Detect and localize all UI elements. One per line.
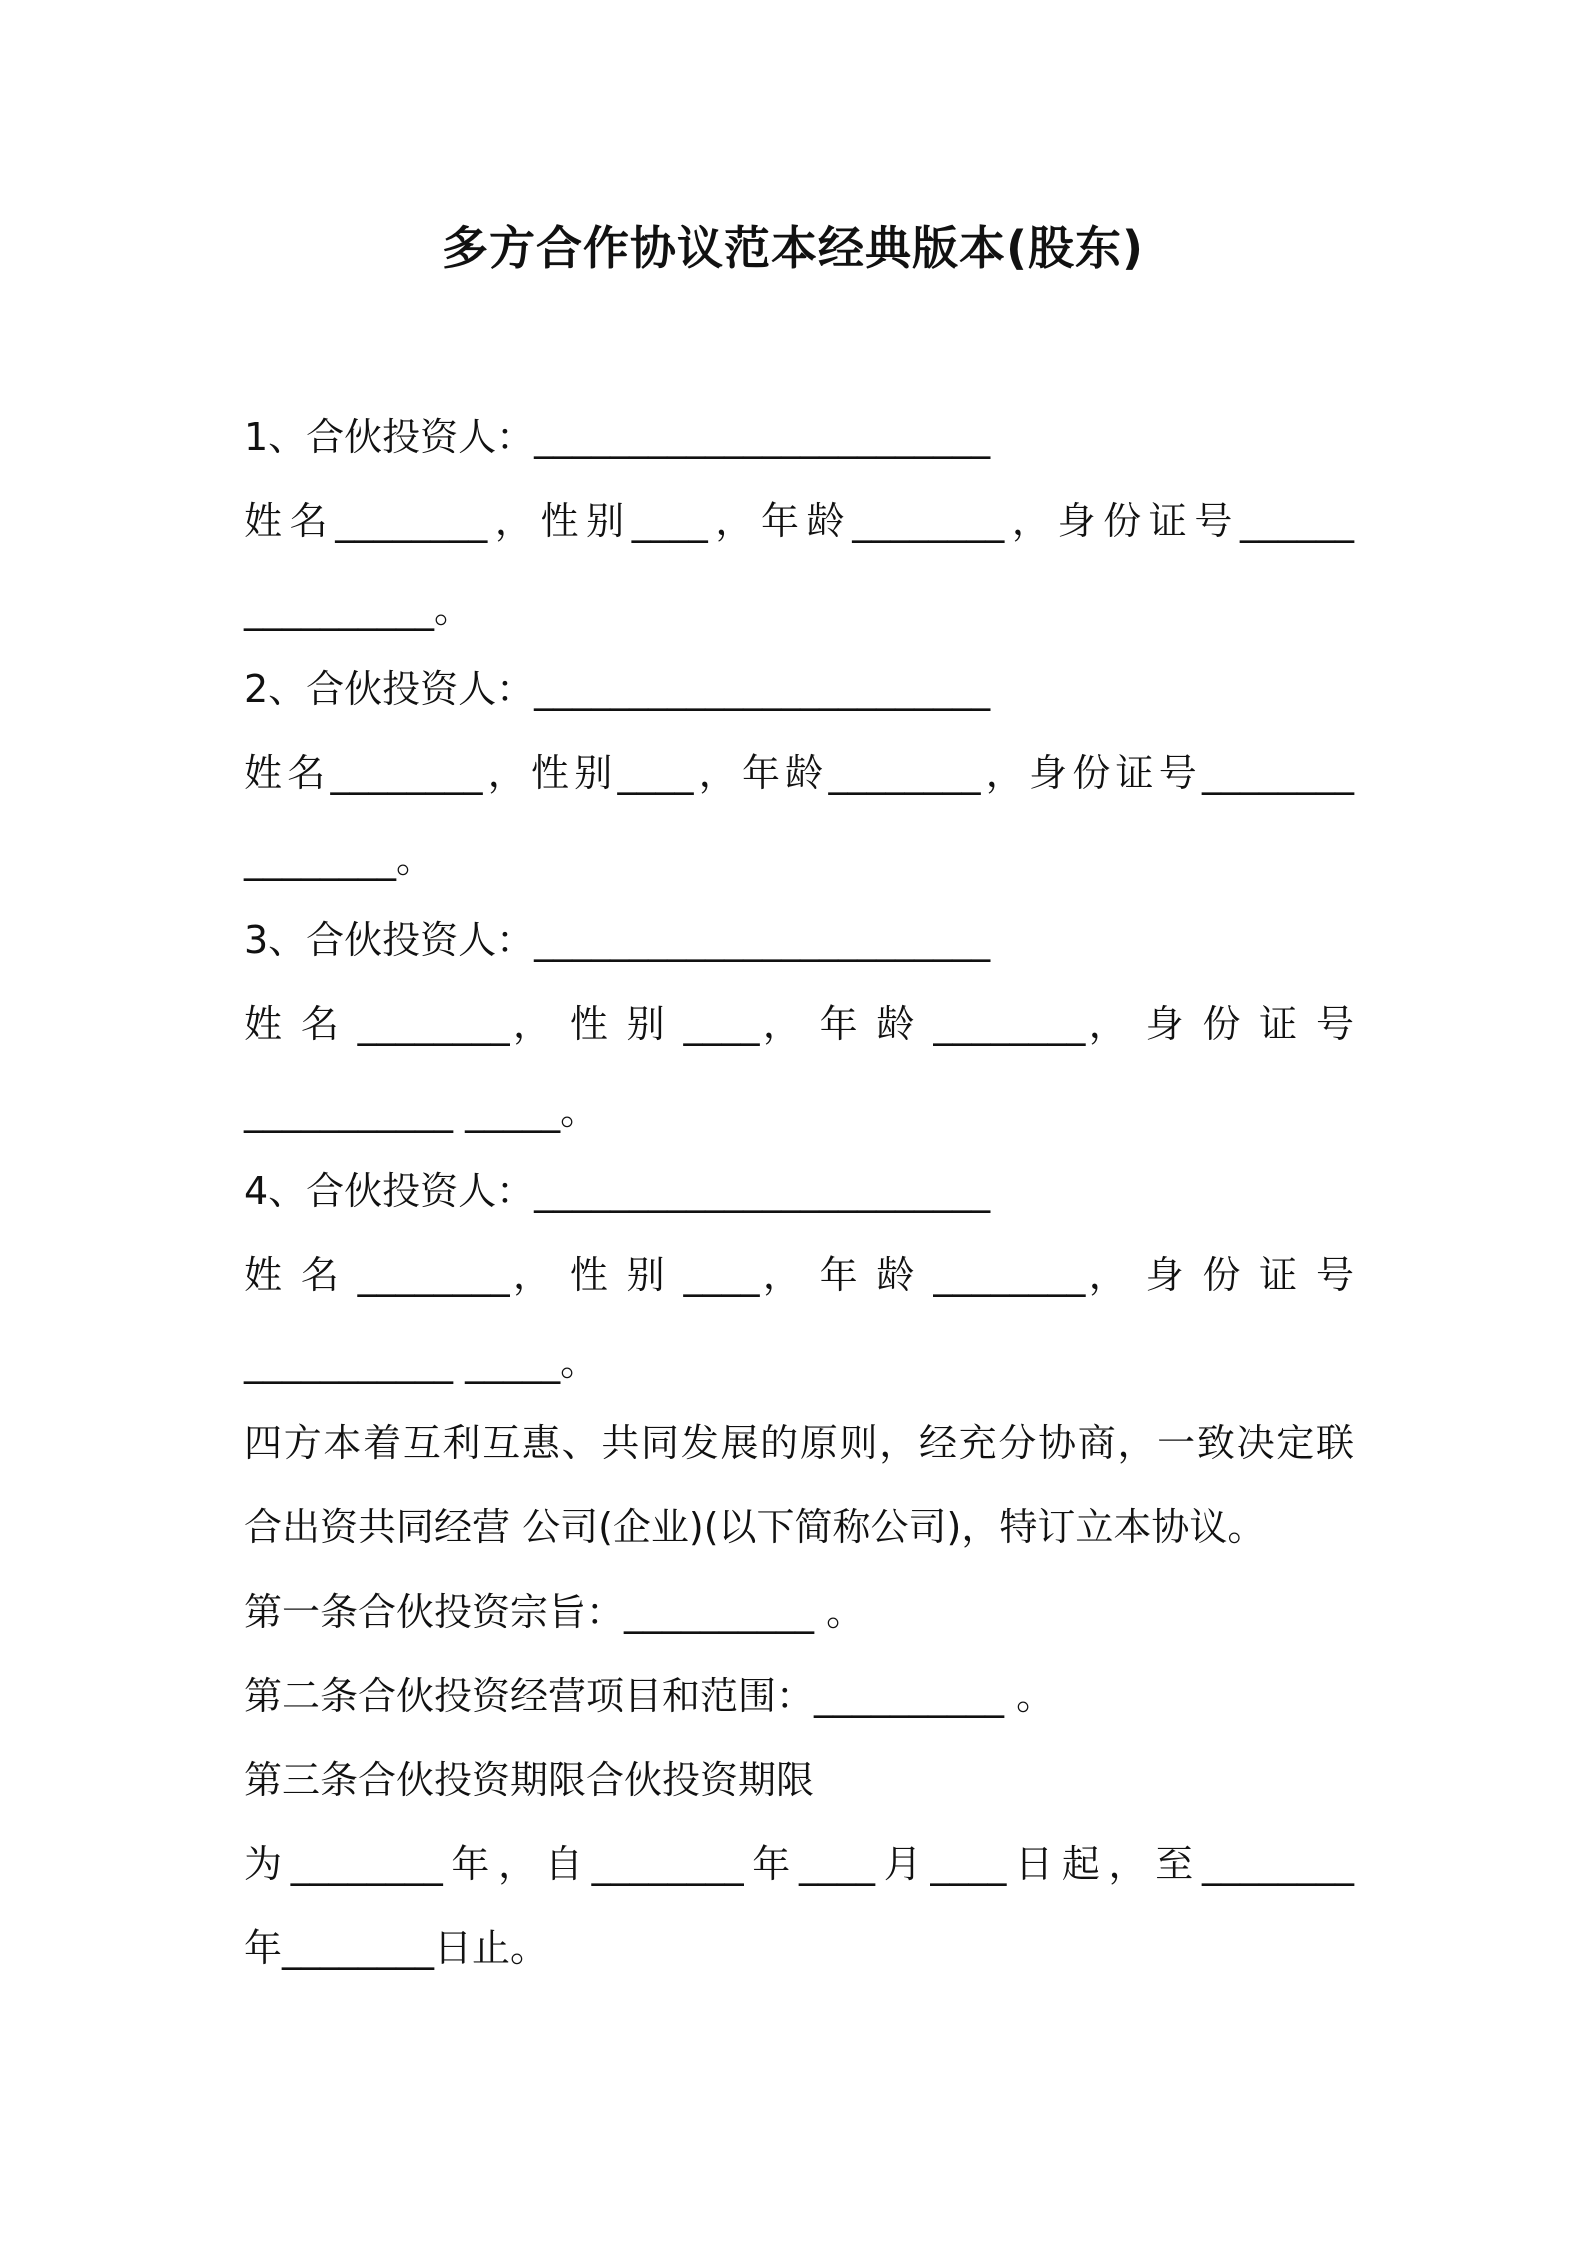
article-3-term: 为________年，自________年____月____日起，至________	[244, 1842, 1354, 1886]
preamble-line-2: 合出资共同经营 公司(企业)(以下简称公司)，特订立本协议。	[244, 1505, 1266, 1549]
partner-3-details-cont: ___________ _____。	[244, 1089, 599, 1133]
partner-2-details-cont: ________。	[244, 837, 435, 881]
article-3-heading: 第三条合伙投资期限合伙投资期限	[244, 1758, 815, 1802]
partner-4-details-cont: ___________ _____。	[244, 1340, 599, 1384]
partner-1-details-cont: __________。	[244, 587, 473, 631]
preamble-line-1: 四方本着互利互惠、共同发展的原则，经充分协商，一致决定联	[244, 1421, 1354, 1465]
document-title: 多方合作协议范本经典版本(股东)	[441, 221, 1145, 275]
article-3-term-cont: 年________日止。	[244, 1926, 549, 1970]
partner-2-details: 姓名________，性别____，年龄________，身份证号________	[244, 751, 1354, 795]
partner-1-details: 姓名________，性别____，年龄________，身份证号______	[244, 499, 1354, 543]
partner-4-details: 姓 名 ________， 性 别 ____， 年 龄 ________， 身 份 证 号	[244, 1253, 1354, 1297]
partner-1-heading: 1、合伙投资人：________________________	[244, 415, 991, 459]
partner-3-heading: 3、合伙投资人：________________________	[244, 918, 991, 962]
partner-3-details: 姓 名 ________， 性 别 ____， 年 龄 ________， 身 份 证 号	[244, 1002, 1354, 1046]
partner-4-heading: 4、合伙投资人：________________________	[244, 1169, 991, 1213]
article-2: 第二条合伙投资经营项目和范围：__________ 。	[244, 1674, 1055, 1718]
partner-2-heading: 2、合伙投资人：________________________	[244, 667, 991, 711]
article-1: 第一条合伙投资宗旨：__________ 。	[244, 1590, 865, 1634]
